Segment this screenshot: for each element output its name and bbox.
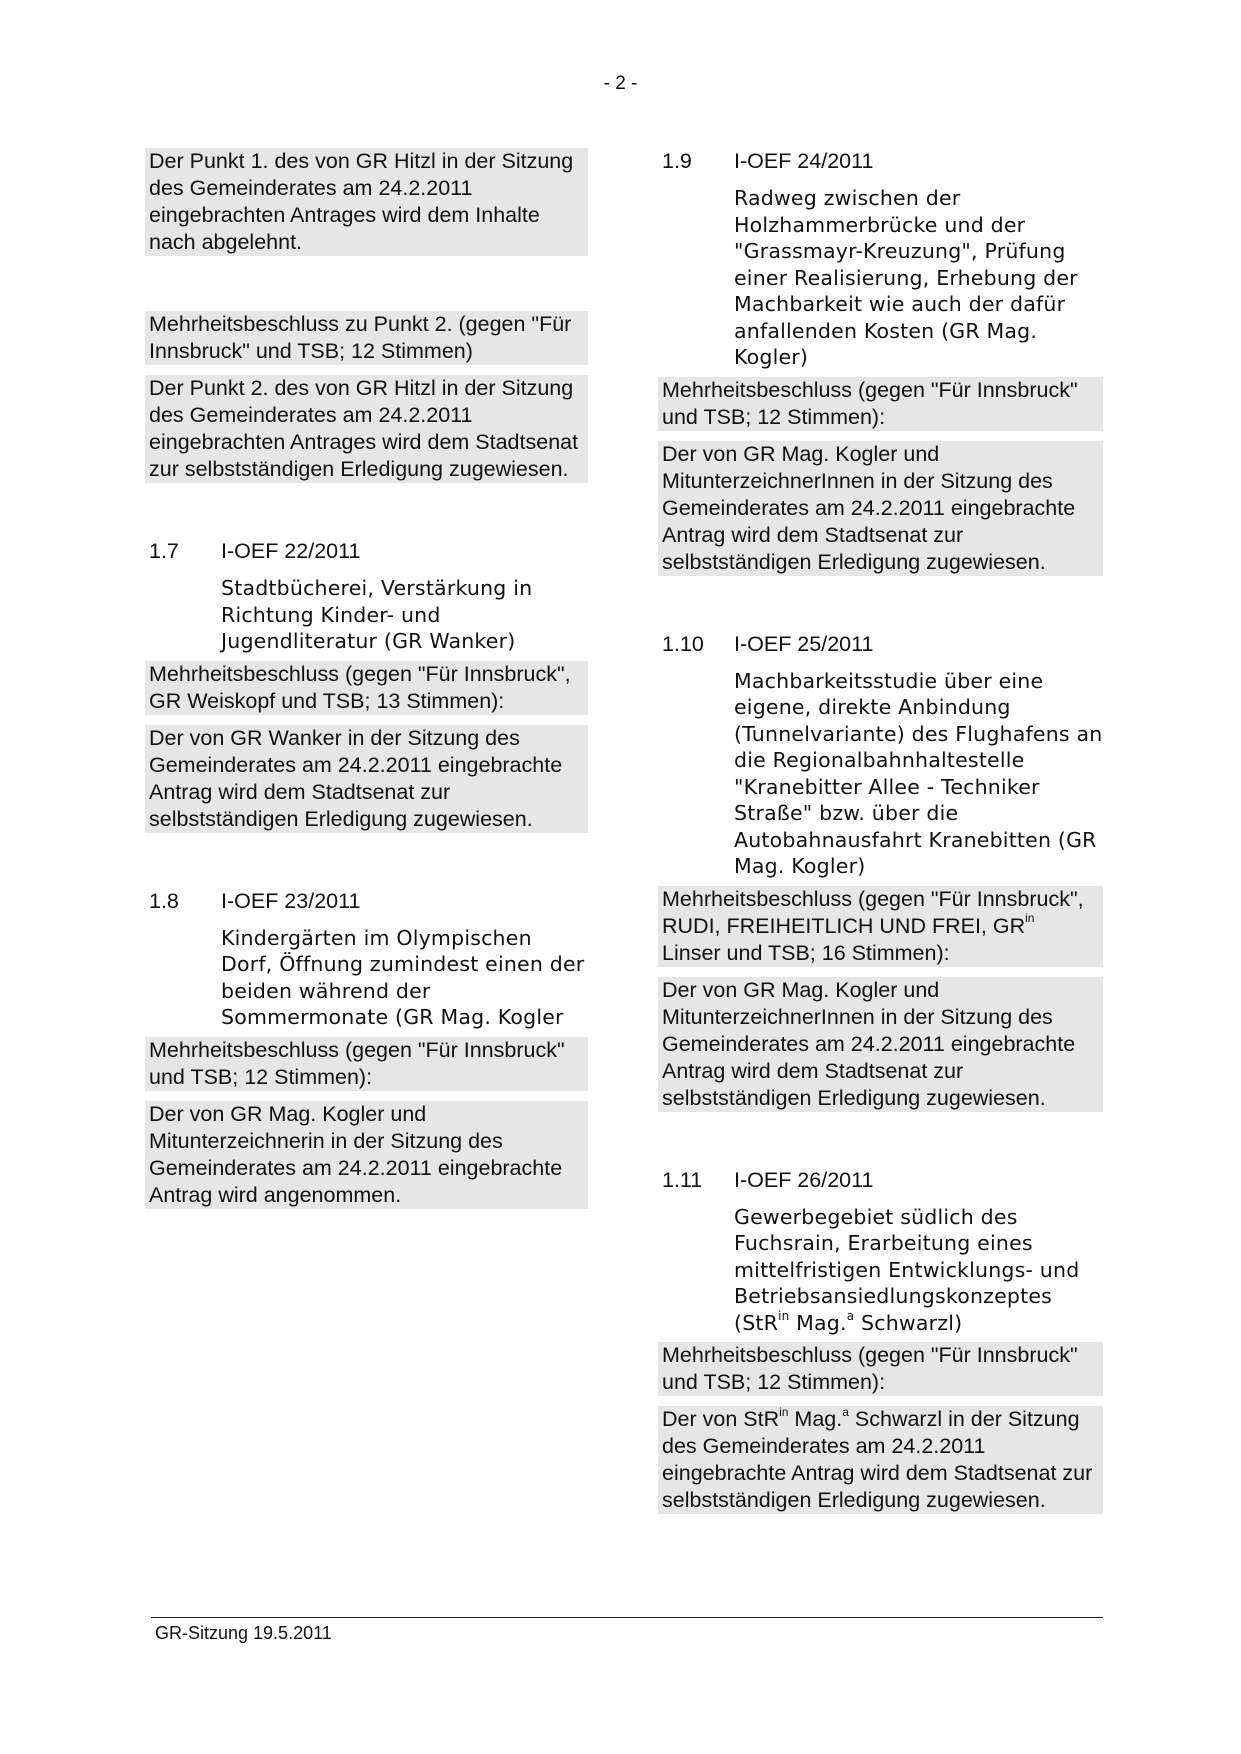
item-number: 1.11 bbox=[662, 1167, 703, 1192]
footer-text: GR-Sitzung 19.5.2011 bbox=[155, 1623, 332, 1643]
page-number: - 2 - bbox=[603, 73, 638, 94]
item-number: 1.10 bbox=[662, 631, 704, 656]
item-number: 1.7 bbox=[149, 539, 179, 563]
agenda-item-header bbox=[145, 538, 588, 565]
decision-text: Der von GR Mag. Kogler und Mitunterzeichnerin in der Sitzung des Gemeinderates am 24.2.2011 eingebrachte Antrag wird angenommen. bbox=[145, 1101, 588, 1209]
right-column bbox=[658, 148, 1103, 1514]
item-code: I-OEF 26/2011 bbox=[734, 1167, 874, 1192]
agenda-item-header bbox=[658, 1167, 1103, 1194]
item-title: Radweg zwischen der Holzhammerbrücke und der "Grassmayr-Kreuzung", Prüfung einer Realisierung, Erhebung der Machbarkeit wie auch der dafür anfallenden Kosten (GR Mag. Kogler) bbox=[734, 186, 1078, 369]
item-code: I-OEF 24/2011 bbox=[734, 149, 874, 173]
footer-divider bbox=[151, 1617, 1103, 1618]
item-code: I-OEF 23/2011 bbox=[221, 888, 361, 913]
vote-result: Mehrheitsbeschluss zu Punkt 2. (gegen "Für Innsbruck" und TSB; 12 Stimmen) bbox=[145, 311, 588, 365]
item-title: Stadtbücherei, Verstärkung in Richtung Kinder- und Jugendliteratur (GR Wanker) bbox=[221, 576, 533, 653]
item-title: Machbarkeitsstudie über eine eigene, direkte Anbindung (Tunnelvariante) des Flughafens an die Regionalbahnhaltestelle "Kranebitter Allee - Techniker Straße" bzw. über die Autobahnausfahrt Kranebitten (GR Mag. Kogler) bbox=[734, 668, 1103, 878]
vote-result: Mehrheitsbeschluss (gegen "Für Innsbruck" und TSB; 12 Stimmen): bbox=[658, 377, 1103, 431]
vote-result: Mehrheitsbeschluss (gegen "Für Innsbruck", RUDI, FREIHEITLICH UND FREI, $GR^{in}$ Linser und TSB; 16 Stimmen): bbox=[658, 886, 1103, 967]
decision-text: Der von StR$^{in}$ Mag.$^a$ Schwarzl in der Sitzung des Gemeinderates am 24.2.2011 eingebrachte Antrag wird dem Stadtsenat zur selbstständigen Erledigung zugewiesen. bbox=[658, 1406, 1103, 1514]
decision-text: Der von GR Mag. Kogler und MitunterzeichnerInnen in der Sitzung des Gemeinderates am 24.2.2011 eingebrachte Antrag wird dem Stadtsenat zur selbstständigen Erledigung zugewiesen. bbox=[658, 977, 1103, 1112]
vote-result: Mehrheitsbeschluss (gegen "Für Innsbruck", GR Weiskopf und TSB; 13 Stimmen): bbox=[145, 661, 588, 715]
decision-text: Der von GR Mag. Kogler und MitunterzeichnerInnen in der Sitzung des Gemeinderates am 24.2.2011 eingebrachte Antrag wird dem Stadtsenat zur selbstständigen Erledigung zugewiesen. bbox=[658, 441, 1103, 576]
agenda-item-header bbox=[658, 148, 1103, 175]
item-code: I-OEF 22/2011 bbox=[221, 539, 361, 563]
left-column bbox=[145, 148, 588, 1209]
item-title: Gewerbegebiet südlich des Fuchsrain, Erarbeitung eines mittelfristigen Entwicklungs- und Betriebsansiedlungskonzeptes (StR$^{in}$ Mag.$^a$ Schwarzl) bbox=[734, 1204, 1080, 1335]
decision-text: Der Punkt 2. des von GR Hitzl in der Sitzung des Gemeinderates am 24.2.2011 eingebrachten Antrages wird dem Stadtsenat zur selbstständigen Erledigung zugewiesen. bbox=[145, 375, 588, 483]
item-number: 1.8 bbox=[149, 888, 179, 913]
item-code: I-OEF 25/2011 bbox=[734, 631, 874, 656]
item-number: 1.9 bbox=[662, 149, 692, 173]
vote-result: Mehrheitsbeschluss (gegen "Für Innsbruck" und TSB; 12 Stimmen): bbox=[145, 1037, 588, 1091]
vote-result: Mehrheitsbeschluss (gegen "Für Innsbruck" und TSB; 12 Stimmen): bbox=[658, 1342, 1103, 1396]
decision-text: Der Punkt 1. des von GR Hitzl in der Sitzung des Gemeinderates am 24.2.2011 eingebrachten Antrages wird dem Inhalte nach abgelehnt. bbox=[145, 148, 588, 256]
agenda-item-header bbox=[658, 631, 1103, 658]
item-title: Kindergärten im Olympischen Dorf, Öffnung zumindest einen der beiden während der Sommermonate (GR Mag. Kogler bbox=[221, 925, 585, 1029]
decision-text: Der von GR Wanker in der Sitzung des Gemeinderates am 24.2.2011 eingebrachte Antrag wird dem Stadtsenat zur selbstständigen Erledigung zugewiesen. bbox=[145, 725, 588, 833]
agenda-item-header bbox=[145, 888, 588, 915]
